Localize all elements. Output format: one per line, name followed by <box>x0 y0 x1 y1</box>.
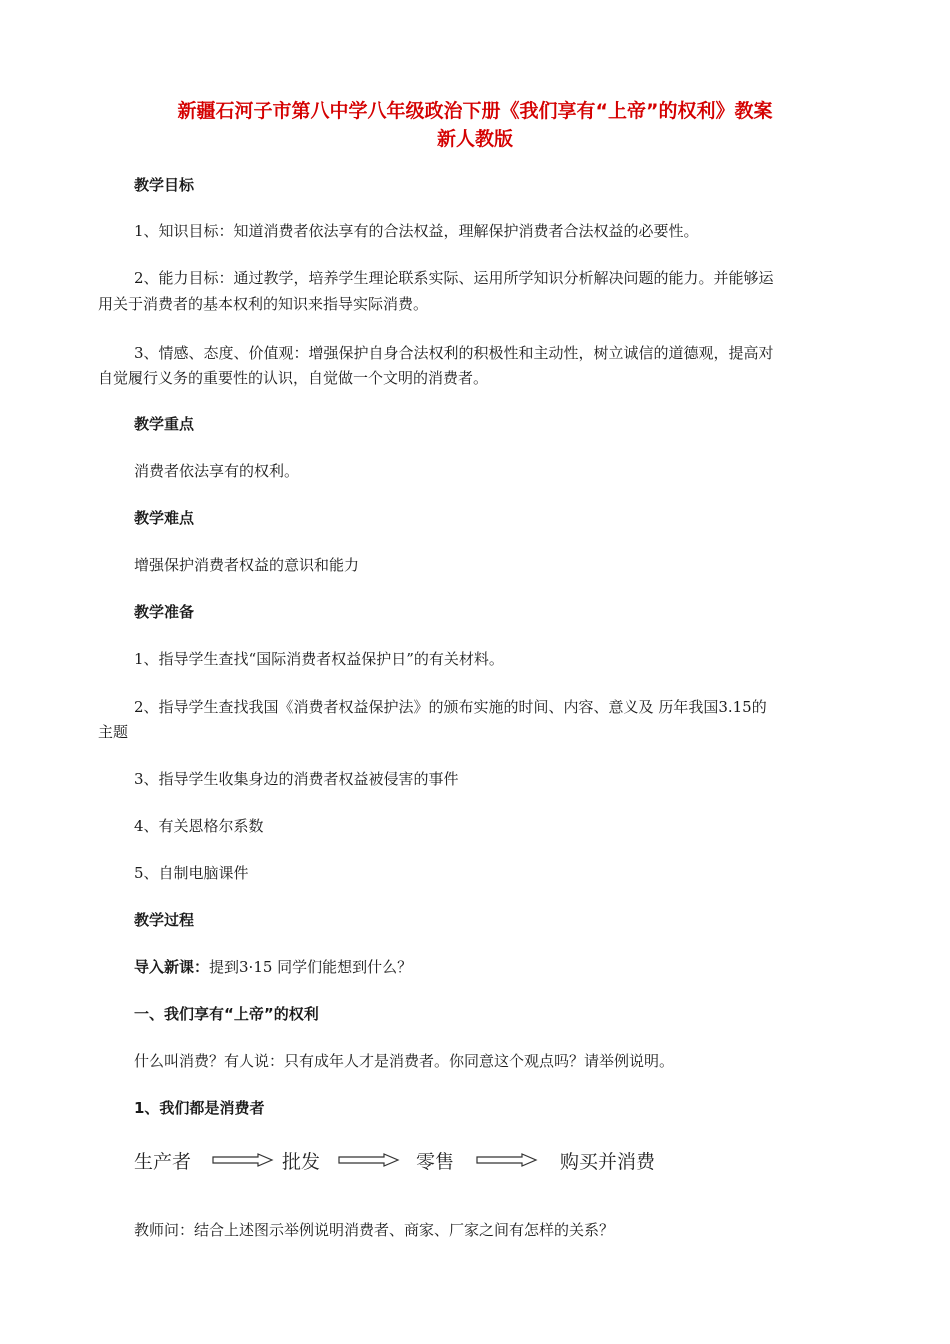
heading-goals: 教学目标 <box>134 176 195 194</box>
prep-item-1: 1、指导学生查找“国际消费者权益保护日”的有关材料。 <box>134 650 504 668</box>
prep-item-2-line2: 主题 <box>98 723 129 741</box>
document-title: 新疆石河子市第八中学八年级政治下册《我们享有“上帝”的权利》教案 <box>177 100 773 122</box>
flow-step-producer: 生产者 <box>134 1151 192 1173</box>
flow-arrow-icon <box>476 1153 538 1167</box>
goal-emotion-line1: 3、情感、态度、价值观：增强保护自身合法权利的积极性和主动性，树立诚信的道德观，提高对 <box>134 344 774 362</box>
difficult-points-text: 增强保护消费者权益的意识和能力 <box>134 556 360 574</box>
section-heading-1: 一、我们享有“上帝”的权利 <box>134 1005 319 1023</box>
goal-ability-line1: 2、能力目标：通过教学，培养学生理论联系实际、运用所学知识分析解决问题的能力。并能够运 <box>134 269 774 287</box>
flow-step-wholesale: 批发 <box>282 1151 321 1173</box>
subheading-we-are-consumers: 1、我们都是消费者 <box>134 1099 265 1117</box>
flow-arrow-icon <box>338 1153 400 1167</box>
prep-item-3: 3、指导学生收集身边的消费者权益被侵害的事件 <box>134 770 459 788</box>
heading-key-points: 教学重点 <box>134 415 195 433</box>
teacher-question: 教师问：结合上述图示举例说明消费者、商家、厂家之间有怎样的关系？ <box>134 1221 615 1239</box>
goal-knowledge: 1、知识目标：知道消费者依法享有的合法权益，理解保护消费者合法权益的必要性。 <box>134 222 699 240</box>
question-consumption: 什么叫消费？有人说：只有成年人才是消费者。你同意这个观点吗？请举例说明。 <box>134 1052 675 1070</box>
prep-item-2-line1: 2、指导学生查找我国《消费者权益保护法》的颁布实施的时间、内容、意义及 历年我国3.15的 <box>134 698 767 716</box>
goal-ability-line2: 用关于消费者的基本权利的知识来指导实际消费。 <box>98 295 429 313</box>
flow-step-purchase-consume: 购买并消费 <box>560 1151 656 1173</box>
intro-label: 导入新课： <box>134 958 210 976</box>
key-points-text: 消费者依法享有的权利。 <box>134 462 300 480</box>
prep-item-4: 4、有关恩格尔系数 <box>134 817 264 835</box>
intro-text: 提到3·15 同学们能想到什么？ <box>209 958 413 976</box>
prep-item-5: 5、自制电脑课件 <box>134 864 249 882</box>
goal-emotion-line2: 自觉履行义务的重要性的认识，自觉做一个文明的消费者。 <box>98 369 489 387</box>
flow-step-retail: 零售 <box>416 1151 455 1173</box>
intro-paragraph <box>134 955 894 979</box>
heading-process: 教学过程 <box>134 911 195 929</box>
heading-difficult-points: 教学难点 <box>134 509 195 527</box>
heading-preparation: 教学准备 <box>134 603 195 621</box>
flow-arrow-icon <box>212 1153 274 1167</box>
document-title-line2: 新人教版 <box>436 128 513 150</box>
consumption-flow-diagram <box>134 1145 694 1177</box>
